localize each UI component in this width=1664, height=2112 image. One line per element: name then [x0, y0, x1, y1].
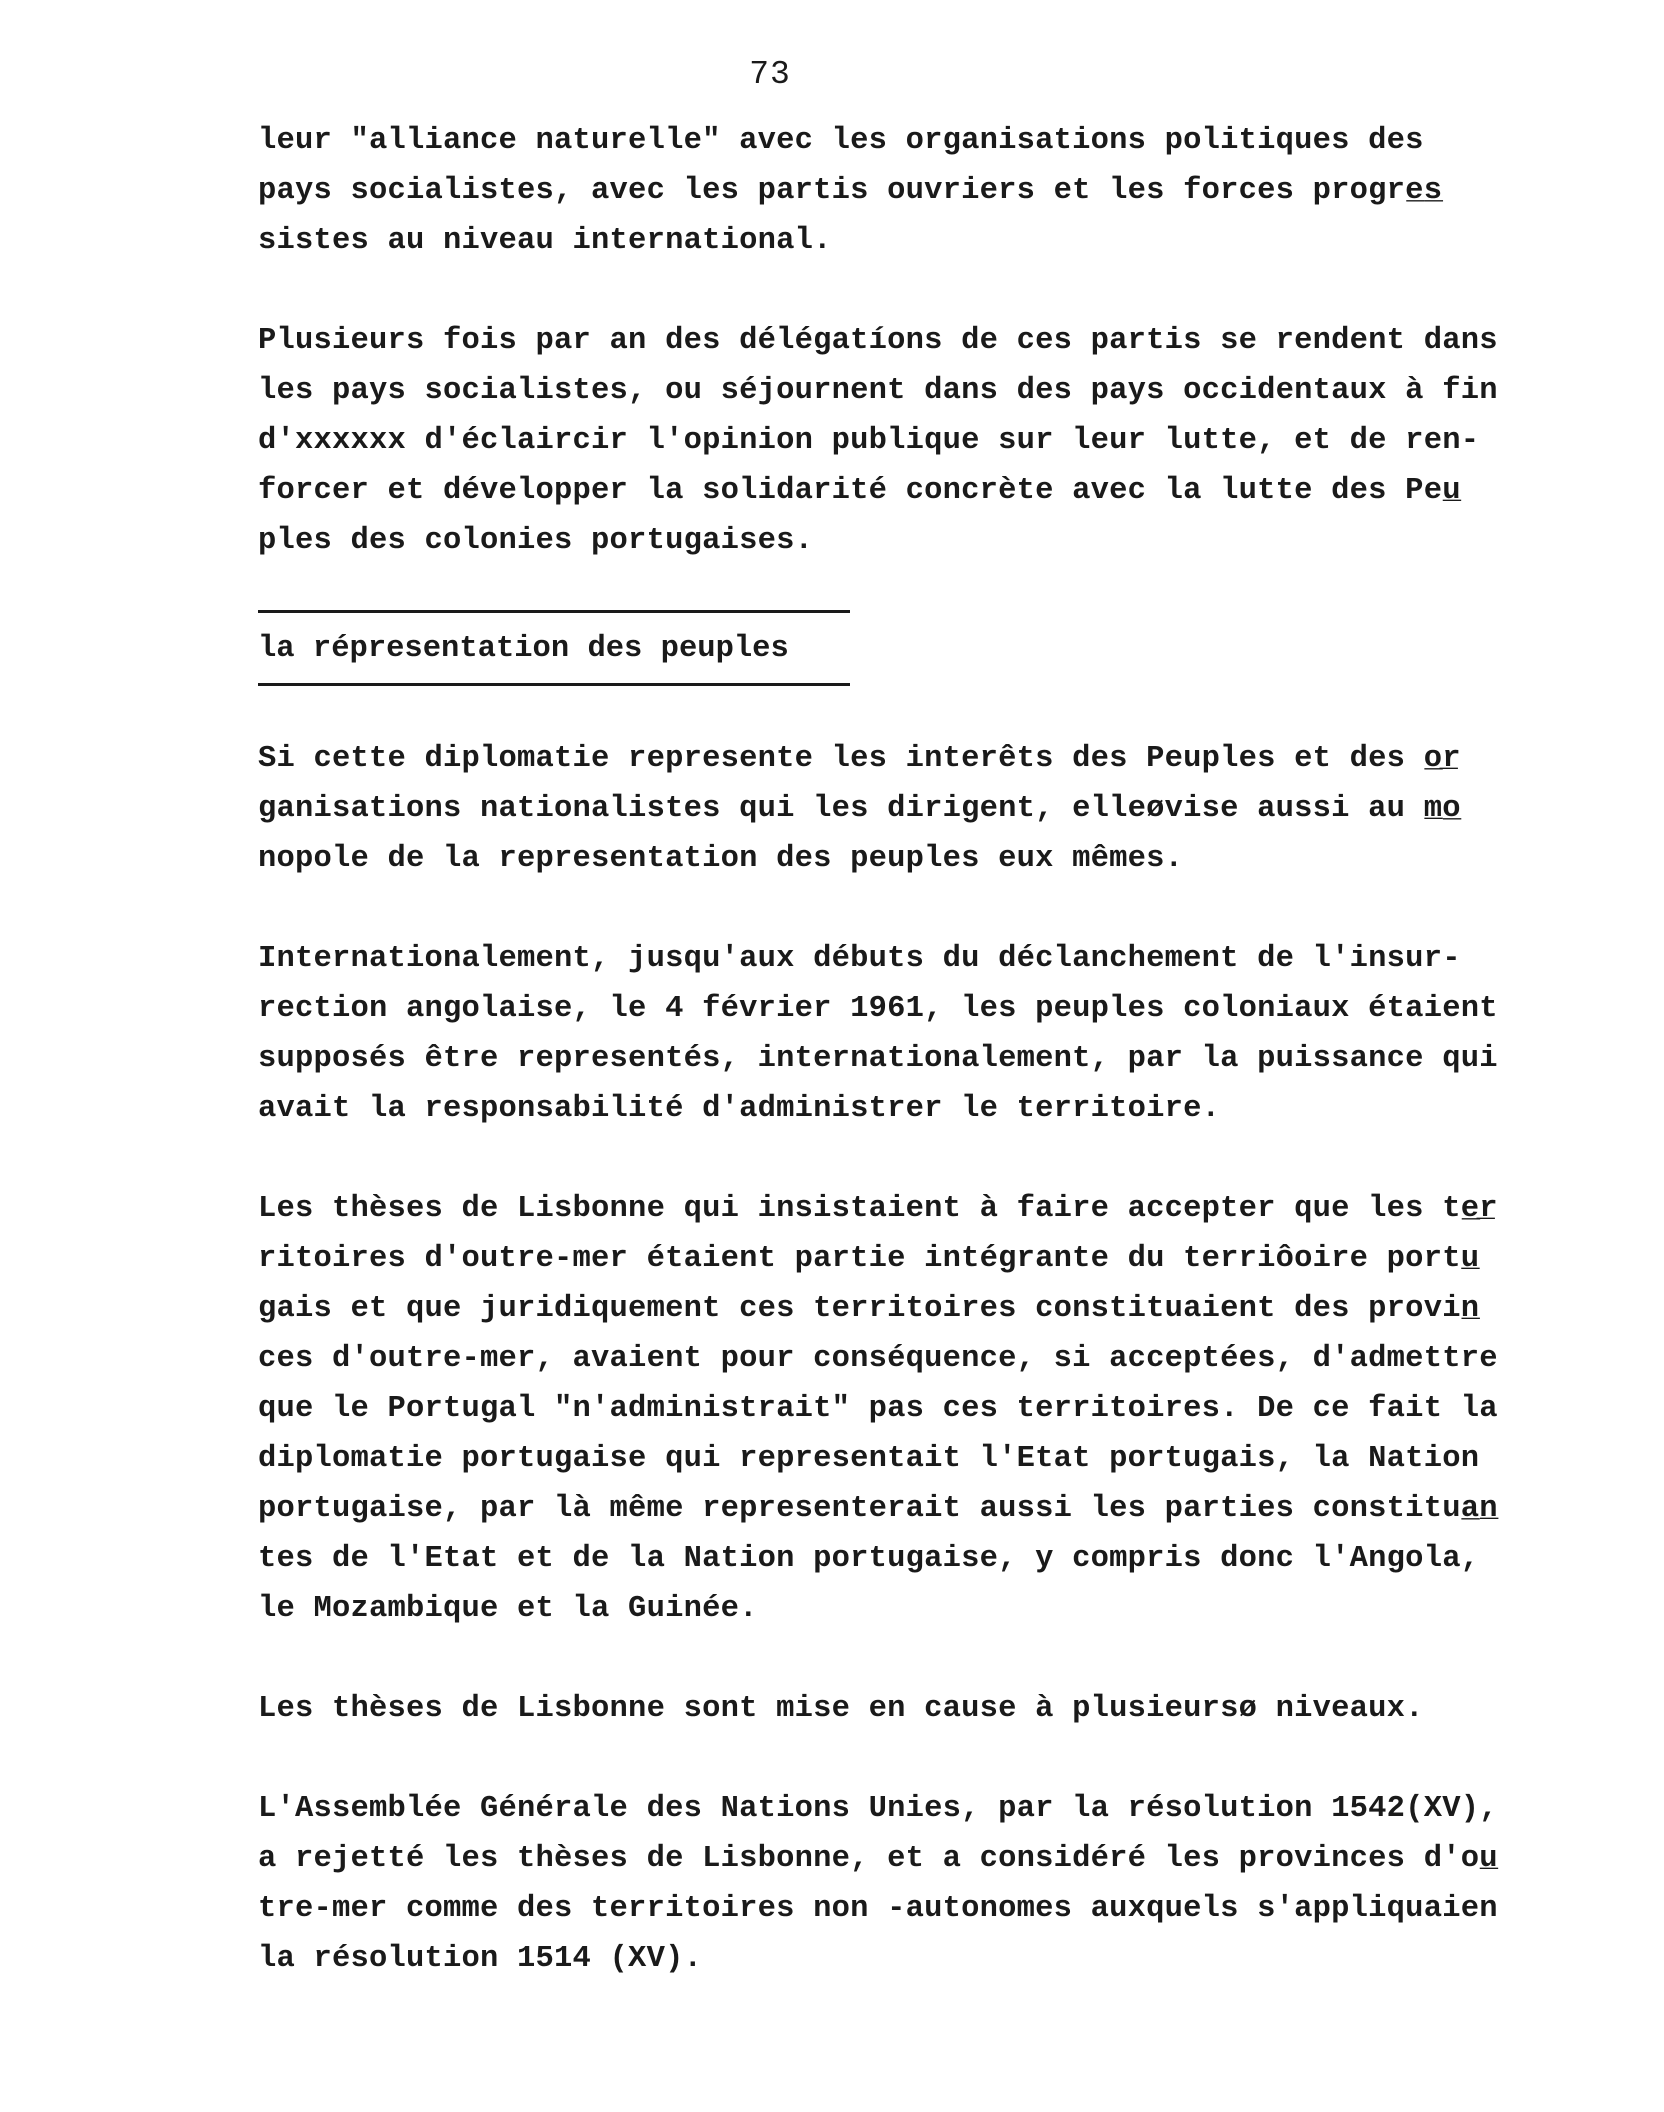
text-line: tre-mer comme des territoires non -autonomes auxquels s'appliquaien	[258, 1892, 1498, 1926]
section-heading-block	[258, 610, 850, 686]
paragraph-theses	[258, 1184, 1618, 1634]
text-line: rection angolaise, le 4 février 1961, les peuples coloniaux étaient	[258, 992, 1498, 1026]
text-line: leur "alliance naturelle" avec les organisations politiques des	[258, 124, 1424, 158]
text-line: portugaise, par là même representerait aussi les parties constitua̲n̲	[258, 1492, 1498, 1526]
text-line: ganisations nationalistes qui les dirigent, elleøvise aussi au m̲o̲	[258, 792, 1461, 826]
text-line: ples des colonies portugaises.	[258, 524, 814, 558]
paragraph-alliance	[258, 116, 1618, 266]
text-line: pays socialistes, avec les partis ouvriers et les forces progre̲s̲	[258, 174, 1443, 208]
text-line: le Mozambique et la Guinée.	[258, 1592, 758, 1626]
text-line: Internationalement, jusqu'aux débuts du déclanchement de l'insur-	[258, 942, 1461, 976]
paragraph-internationalement	[258, 934, 1618, 1134]
text-line: ces d'outre-mer, avaient pour conséquence, si acceptées, d'admettre	[258, 1342, 1498, 1376]
page-number: 73	[749, 56, 791, 93]
text-line: Les thèses de Lisbonne sont mise en cause à plusieursø niveaux.	[258, 1692, 1424, 1726]
text-line: Si cette diplomatie represente les interêts des Peuples et des o̲r̲	[258, 742, 1461, 776]
text-line: supposés être representés, internationalement, par la puissance qui	[258, 1042, 1498, 1076]
text-line: gais et que juridiquement ces territoires constituaient des provin̲	[258, 1292, 1480, 1326]
text-line: sistes au niveau international.	[258, 224, 832, 258]
text-line: nopole de la representation des peuples eux mêmes.	[258, 842, 1184, 876]
text-line: tes de l'Etat et de la Nation portugaise, y compris donc l'Angola,	[258, 1542, 1480, 1576]
heading-rule-top	[258, 610, 850, 613]
text-line: d'xxxxxx d'éclaircir l'opinion publique sur leur lutte, et de ren-	[258, 424, 1480, 458]
paragraph-delegations	[258, 316, 1618, 566]
paragraph-diplomatie	[258, 734, 1618, 884]
paragraph-assemblee-generale	[258, 1784, 1618, 1984]
text-line: les pays socialistes, ou séjournent dans des pays occidentaux à fin	[258, 374, 1498, 408]
text-line: ritoires d'outre-mer étaient partie intégrante du terriôoire portu̲	[258, 1242, 1480, 1276]
text-line: a rejetté les thèses de Lisbonne, et a considéré les provinces d'ou̲	[258, 1842, 1498, 1876]
heading-rule-bottom	[258, 683, 850, 686]
text-line: la résolution 1514 (XV).	[258, 1942, 703, 1976]
text-line: que le Portugal "n'administrait" pas ces territoires. De ce fait la	[258, 1392, 1498, 1426]
section-heading: la répresentation des peuples	[258, 632, 789, 666]
text-line: forcer et développer la solidarité concrète avec la lutte des Peu̲	[258, 474, 1461, 508]
text-line: Plusieurs fois par an des délégatíons de ces partis se rendent dans	[258, 324, 1498, 358]
text-line: Les thèses de Lisbonne qui insistaient à faire accepter que les te̲r̲	[258, 1192, 1498, 1226]
text-line: diplomatie portugaise qui representait l'Etat portugais, la Nation	[258, 1442, 1480, 1476]
document-body	[258, 116, 1618, 1984]
text-line: avait la responsabilité d'administrer le territoire.	[258, 1092, 1221, 1126]
paragraph-mise-en-cause	[258, 1684, 1618, 1734]
text-line: L'Assemblée Générale des Nations Unies, par la résolution 1542(XV),	[258, 1792, 1498, 1826]
